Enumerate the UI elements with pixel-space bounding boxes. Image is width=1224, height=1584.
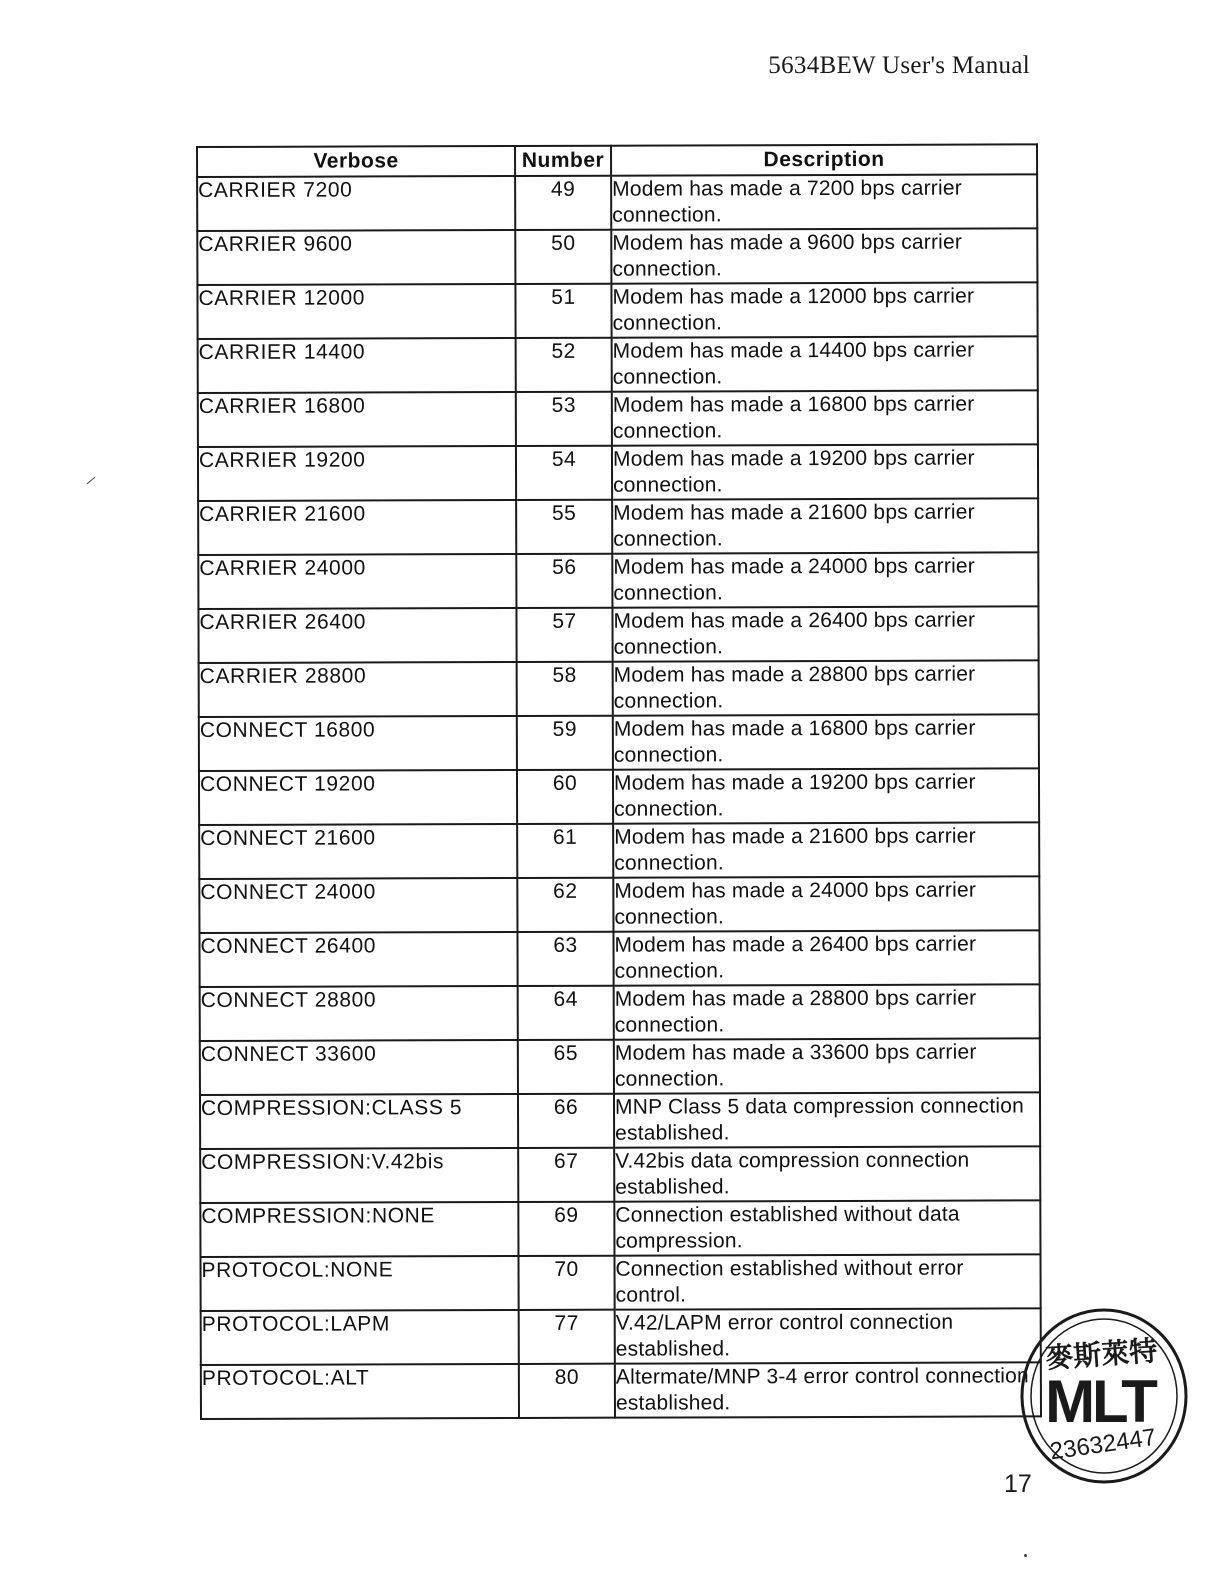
table-row (197, 174, 1037, 231)
scan-speck (87, 477, 95, 484)
table-row (198, 498, 1038, 555)
number-cell: 58 (517, 662, 613, 716)
verbose-cell: CARRIER 19200 (198, 446, 516, 501)
description-cell: V.42/LAPM error control connection established. (615, 1308, 1041, 1363)
verbose-cell: CARRIER 16800 (198, 392, 516, 447)
description-cell: Modem has made a 26400 bps carrier connection. (613, 930, 1039, 985)
description-cell: Altermate/MNP 3-4 error control connection established. (615, 1362, 1041, 1417)
verbose-cell: CONNECT 28800 (200, 986, 518, 1041)
number-cell: 61 (517, 824, 613, 878)
verbose-cell: CONNECT 24000 (199, 878, 517, 933)
table-row (201, 1362, 1041, 1419)
table-row (200, 1092, 1040, 1149)
verbose-cell: CARRIER 14400 (198, 338, 516, 393)
description-cell: Connection established without data compression. (614, 1200, 1040, 1255)
number-cell: 77 (519, 1310, 615, 1364)
verbose-cell: PROTOCOL:LAPM (201, 1310, 519, 1365)
description-cell: Modem has made a 14400 bps carrier connection. (612, 336, 1038, 391)
result-codes-table-wrapper (196, 143, 1040, 1420)
verbose-cell: COMPRESSION:NONE (200, 1202, 518, 1257)
description-cell: Modem has made a 19200 bps carrier connection. (612, 444, 1038, 499)
column-header-number: Number (515, 146, 611, 176)
table-row (198, 444, 1038, 501)
table-row (197, 228, 1037, 285)
verbose-cell: CONNECT 16800 (199, 716, 517, 771)
description-cell: V.42bis data compression connection established. (614, 1146, 1040, 1201)
description-cell: Modem has made a 33600 bps carrier connection. (614, 1038, 1040, 1093)
table-row (199, 930, 1039, 987)
table-header-row (197, 144, 1037, 177)
number-cell: 57 (516, 608, 612, 662)
description-cell: Modem has made a 28800 bps carrier connection. (613, 660, 1039, 715)
verbose-cell: CARRIER 7200 (197, 176, 515, 231)
table-row (198, 390, 1038, 447)
number-cell: 56 (516, 554, 612, 608)
number-cell: 54 (516, 446, 612, 500)
table-body (197, 174, 1041, 1419)
description-cell: Modem has made a 24000 bps carrier connection. (612, 552, 1038, 607)
table-row (198, 336, 1038, 393)
running-header: 5634BEW User's Manual (768, 52, 1030, 79)
table-row (200, 984, 1040, 1041)
column-header-verbose: Verbose (197, 146, 515, 177)
number-cell: 69 (518, 1202, 614, 1256)
verbose-cell: PROTOCOL:NONE (200, 1256, 518, 1311)
verbose-cell: PROTOCOL:ALT (201, 1364, 519, 1419)
number-cell: 51 (515, 284, 611, 338)
verbose-cell: CONNECT 21600 (199, 824, 517, 879)
description-cell: Modem has made a 21600 bps carrier connection. (613, 822, 1039, 877)
table-row (200, 1254, 1040, 1311)
number-cell: 59 (517, 716, 613, 770)
verbose-cell: CARRIER 12000 (197, 284, 515, 339)
verbose-cell: CONNECT 26400 (199, 932, 517, 987)
description-cell: Modem has made a 19200 bps carrier connection. (613, 768, 1039, 823)
description-cell: Modem has made a 7200 bps carrier connection. (611, 174, 1037, 229)
verbose-cell: CARRIER 21600 (198, 500, 516, 555)
description-cell: MNP Class 5 data compression connection established. (614, 1092, 1040, 1147)
number-cell: 50 (515, 230, 611, 284)
description-cell: Modem has made a 9600 bps carrier connection. (611, 228, 1037, 283)
description-cell: Modem has made a 16800 bps carrier connection. (613, 714, 1039, 769)
number-cell: 63 (517, 932, 613, 986)
table-row (200, 1200, 1040, 1257)
table-row (198, 606, 1038, 663)
table-row (200, 1038, 1040, 1095)
table-row (199, 822, 1039, 879)
scan-speck (1024, 1554, 1027, 1557)
verbose-cell: CONNECT 33600 (200, 1040, 518, 1095)
stamp-logo: MLT (1045, 1368, 1155, 1435)
verbose-cell: CARRIER 9600 (197, 230, 515, 285)
number-cell: 49 (515, 176, 611, 230)
verbose-cell: CARRIER 28800 (199, 662, 517, 717)
verbose-cell: CONNECT 19200 (199, 770, 517, 825)
description-cell: Modem has made a 21600 bps carrier connection. (612, 498, 1038, 553)
number-cell: 62 (517, 878, 613, 932)
table-row (200, 1146, 1040, 1203)
company-stamp (1012, 1300, 1192, 1490)
verbose-cell: COMPRESSION:CLASS 5 (200, 1094, 518, 1149)
number-cell: 64 (518, 986, 614, 1040)
table-row (199, 714, 1039, 771)
description-cell: Modem has made a 16800 bps carrier connection. (612, 390, 1038, 445)
verbose-cell: COMPRESSION:V.42bis (200, 1148, 518, 1203)
table-row (198, 552, 1038, 609)
description-cell: Connection established without error control. (614, 1254, 1040, 1309)
table-row (197, 282, 1037, 339)
description-cell: Modem has made a 24000 bps carrier connection. (613, 876, 1039, 931)
table-row (199, 876, 1039, 933)
number-cell: 60 (517, 770, 613, 824)
table-row (201, 1308, 1041, 1365)
number-cell: 55 (516, 500, 612, 554)
description-cell: Modem has made a 26400 bps carrier connection. (612, 606, 1038, 661)
table-row (199, 768, 1039, 825)
number-cell: 53 (516, 392, 612, 446)
number-cell: 65 (518, 1040, 614, 1094)
stamp-chinese-name: 麥斯萊特 (1044, 1334, 1159, 1375)
number-cell: 52 (516, 338, 612, 392)
stamp-phone: 23632447 (1048, 1423, 1158, 1466)
number-cell: 67 (518, 1148, 614, 1202)
description-cell: Modem has made a 12000 bps carrier connection. (611, 282, 1037, 337)
description-cell: Modem has made a 28800 bps carrier connection. (614, 984, 1040, 1039)
number-cell: 66 (518, 1094, 614, 1148)
column-header-description: Description (611, 144, 1037, 175)
number-cell: 80 (519, 1364, 615, 1418)
result-codes-table (196, 143, 1042, 1420)
verbose-cell: CARRIER 26400 (198, 608, 516, 663)
table-row (199, 660, 1039, 717)
page-number: 17 (1004, 1470, 1032, 1498)
number-cell: 70 (518, 1256, 614, 1310)
verbose-cell: CARRIER 24000 (198, 554, 516, 609)
